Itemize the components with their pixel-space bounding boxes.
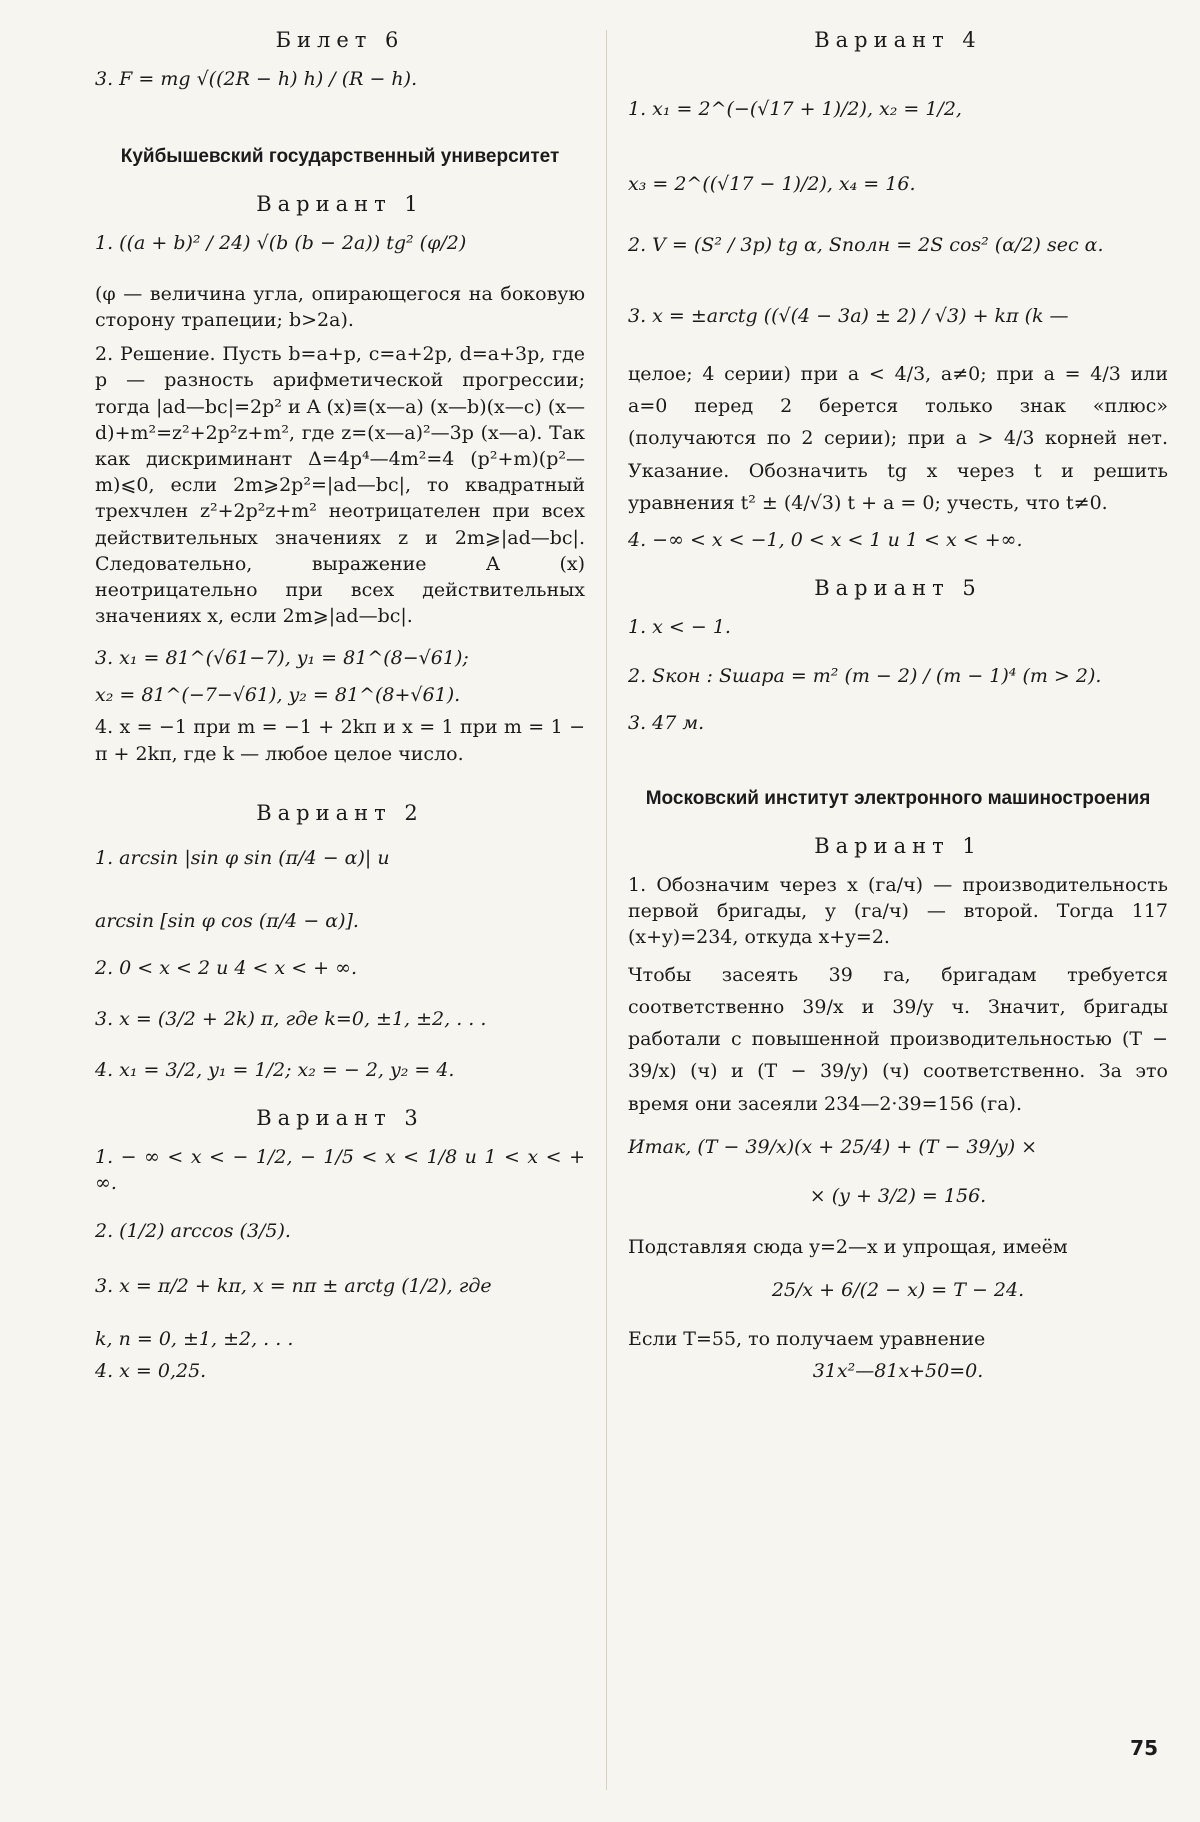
mie-equation-b: × (y + 3/2) = 156.: [809, 1185, 987, 1208]
v5-answer-2: 2. Sкон : Sшара = m² (m − 2) / (m − 1)⁴ (m > 2).: [628, 665, 1102, 688]
variant-3-title: Вариант 3: [256, 1105, 424, 1130]
column-divider: [606, 30, 607, 1790]
v1-answer-2: 2. Решение. Пусть b=a+p, c=a+2p, d=a+3p, где p — разность арифметической прогрессии; тогда |ad—bc|=2p² и A (x)≡(x—a) (x—b)(x—c) (x—d)+m²=z²+2p²z+m², где z=(x—a)²—3p (x—a). Так как дискриминант Δ=4p⁴—4m²=4 (p²+m)(p²—m)⩽0, если 2m⩾2p²=|ad—bc|, то квадратный трехчлен z²+2p²z+m² неотрицателен при всех действительных значениях z и 2m⩾|ad—bc|. Следовательно, выражение A (x) неотрицательно при всех действительных значениях x, если 2m⩾|ad—bc|.: [95, 343, 585, 628]
bilet-answer-3: 3. F = mg √((2R − h) h) / (R − h).: [95, 68, 418, 90]
variant-5-title: Вариант 5: [814, 576, 982, 601]
v5-answer-1: 1. x < − 1.: [628, 616, 731, 639]
v1-answer-3a: 3. x₁ = 81^(√61−7), y₁ = 81^(8−√61);: [95, 647, 469, 670]
variant-4-title: Вариант 4: [814, 28, 982, 52]
v3-answer-1: 1. − ∞ < x < − 1/2, − 1/5 < x < 1/8 и 1 < x < + ∞.: [95, 1145, 585, 1194]
variant-1-title: Вариант 1: [256, 191, 424, 216]
mie-variant-1-title: Вариант 1: [814, 833, 982, 858]
mie-substitution: Подставляя сюда y=2—x и упрощая, имеём: [628, 1236, 1068, 1258]
v1-answer-4: 4. x = −1 при m = −1 + 2kπ и x = 1 при m = 1 − π + 2kπ, где k — любое целое число.: [95, 716, 585, 765]
mie-answer-1b: Чтобы засеять 39 га, бригадам требуется соответственно 39/x и 39/y ч. Значит, бригады работали с повышенной производительностью (T − 39/x) (ч) и (T − 39/y) (ч) соответственно. За это время они засеяли 234—2·39=156 (га).: [628, 963, 1168, 1115]
v3-answer-4: 4. x = 0,25.: [95, 1360, 207, 1383]
mie-equation-a: Итак, (T − 39/x)(x + 25/4) + (T − 39/y) ×: [628, 1136, 1038, 1159]
v2-answer-4: 4. x₁ = 3/2, y₁ = 1/2; x₂ = − 2, y₂ = 4.: [95, 1058, 455, 1081]
v4-answer-4: 4. −∞ < x < −1, 0 < x < 1 и 1 < x < +∞.: [628, 529, 1023, 552]
v3-answer-3-cont: k, n = 0, ±1, ±2, . . .: [95, 1328, 294, 1351]
mie-if-t55: Если T=55, то получаем уравнение: [628, 1327, 986, 1350]
v2-answer-2: 2. 0 < x < 2 и 4 < x < + ∞.: [95, 956, 358, 979]
v4-answer-3-cont: целое; 4 серии) при a < 4/3, a≠0; при a = 4/3 или a=0 перед 2 берется только знак «плюс» (получаются по 2 серии); при a > 4/3 корней нет. Указание. Обозначить tg x через t и решить уравнения t² ± (4/√3) t + a = 0; учесть, что t≠0.: [628, 362, 1168, 515]
v2-answer-1b: arcsin [sin φ cos (π/4 − α)].: [95, 909, 359, 932]
v1-answer-3b: x₂ = 81^(−7−√61), y₂ = 81^(8+√61).: [95, 684, 461, 707]
right-column: [628, 28, 1168, 1390]
page-number: 75: [1130, 1736, 1158, 1760]
variant-2-title: Вариант 2: [256, 800, 424, 825]
mie-equation-c: 25/x + 6/(2 − x) = T − 24.: [771, 1278, 1025, 1301]
v1-note: (φ — величина угла, опирающегося на боковую сторону трапеции; b>2a).: [95, 282, 585, 331]
v3-answer-2: 2. (1/2) arccos (3/5).: [95, 1220, 291, 1243]
v4-answer-2: 2. V = (S² / 3p) tg α, Sполн = 2S cos² (α/2) sec α.: [628, 233, 1104, 256]
mie-answer-1a: 1. Обозначим через x (га/ч) — производительность первой бригады, y (га/ч) — второй. Тогда 117 (x+y)=234, откуда x+y=2.: [628, 873, 1168, 949]
v1-answer-1: 1. ((a + b)² / 24) √(b (b − 2a)) tg² (φ/2): [95, 231, 467, 254]
bilet-title: Билет 6: [275, 28, 405, 52]
v5-answer-3: 3. 47 м.: [628, 712, 705, 735]
v4-answer-1b: x₃ = 2^((√17 − 1)/2), x₄ = 16.: [628, 172, 916, 195]
mie-final-equation: 31x²—81x+50=0.: [812, 1359, 984, 1382]
left-column: [95, 28, 585, 1390]
v2-answer-1a: 1. arcsin |sin φ sin (π/4 − α)| и: [95, 846, 390, 869]
university-heading: Куйбышевский государственный университет: [120, 145, 560, 167]
v4-answer-3: 3. x = ±arctg ((√(4 − 3a) ± 2) / √3) + kπ (k —: [628, 304, 1069, 327]
institute-heading: Московский институт электронного машиностроения: [645, 788, 1151, 810]
v3-answer-3: 3. x = π/2 + kπ, x = nπ ± arctg (1/2), где: [95, 1275, 492, 1298]
v2-answer-3: 3. x = (3/2 + 2k) π, где k=0, ±1, ±2, . . .: [95, 1007, 487, 1030]
v4-answer-1a: 1. x₁ = 2^(−(√17 + 1)/2), x₂ = 1/2,: [628, 98, 962, 120]
